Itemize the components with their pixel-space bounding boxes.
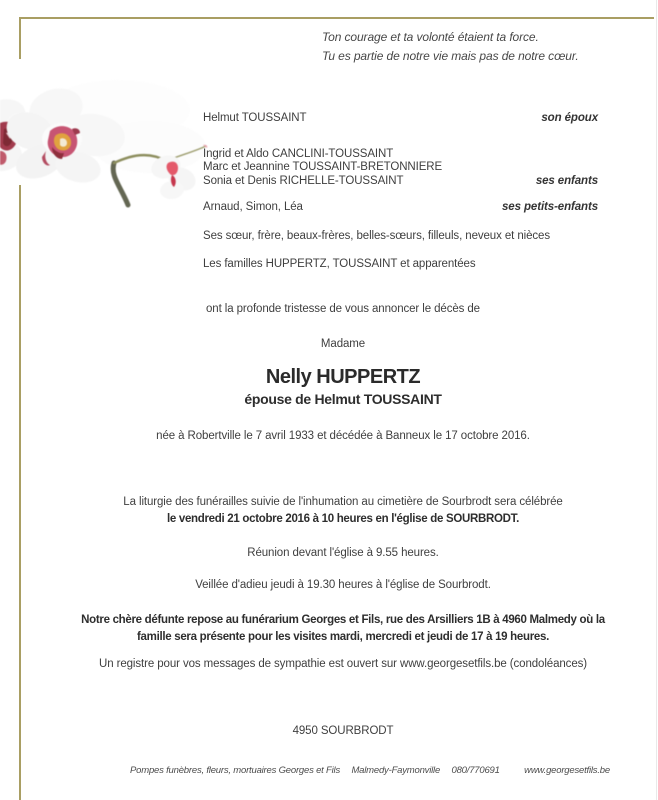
- city-line: 4950 SOURBRODT: [292, 725, 394, 737]
- repose-line-1: Notre chère défunte repose au funérarium Georges et Fils, rue des Arsilliers 1B à 4960 Malmedy où la: [81, 614, 605, 626]
- footer-phone: 080/770691: [451, 765, 500, 776]
- register-line: Un registre pour vos messages de sympathie est ouvert sur www.georgesetfils.be (condoléances): [99, 658, 587, 670]
- veillee-line: Veillée d'adieu jeudi à 19.30 heures à l'église de Sourbrodt.: [195, 579, 491, 591]
- frame-border-top: [19, 17, 654, 19]
- footer-business: Pompes funèbres, fleurs, mortuaires Georges et Fils: [130, 765, 341, 776]
- family-row-grandchildren: [203, 201, 598, 215]
- family-row-children: [203, 148, 598, 189]
- family-families-line: Les familles HUPPERTZ, TOUSSAINT et apparentées: [203, 258, 476, 270]
- liturgy-line-2: le vendredi 21 octobre 2016 à 10 heures en l'église de SOURBRODT.: [166, 513, 520, 525]
- family-member-name: Arnaud, Simon, Léa: [203, 201, 303, 213]
- frame-border-left-upper: [19, 17, 21, 59]
- footer-location: Malmedy-Faymonville: [351, 765, 441, 776]
- family-row-families: [203, 258, 598, 272]
- repose-block: [28, 612, 658, 646]
- family-member-name: Marc et Jeannine TOUSSAINT-BRETONNIERE: [203, 161, 443, 173]
- quote-line-2: Tu es partie de notre vie mais pas de notre cœur.: [322, 49, 579, 63]
- family-member-name: Helmut TOUSSAINT: [203, 112, 307, 124]
- deceased-subtitle: épouse de Helmut TOUSSAINT: [244, 391, 442, 407]
- funeral-home-footer: [90, 765, 650, 776]
- repose-line-2: famille sera présente pour les visites mardi, mercredi et jeudi de 17 à 19 heures.: [137, 631, 549, 643]
- footer-website: www.georgesetfils.be: [524, 765, 610, 776]
- family-row-spouse: [203, 112, 598, 126]
- family-member-name: Sonia et Denis RICHELLE-TOUSSAINT: [203, 174, 404, 187]
- family-row-relatives: [203, 230, 598, 244]
- orchid-photo: [0, 55, 212, 217]
- liturgy-block: [28, 494, 658, 528]
- relation-label-spouse: son époux: [541, 112, 598, 124]
- family-relatives-line: Ses sœur, frère, beaux-frères, belles-sœurs, filleuls, neveux et nièces: [203, 229, 550, 242]
- title-word: Madame: [320, 338, 366, 350]
- relation-label-grandchildren: ses petits-enfants: [502, 201, 598, 213]
- deceased-name: Nelly HUPPERTZ: [265, 366, 421, 388]
- liturgy-line-1: La liturgie des funérailles suivie de l'inhumation au cimetière de Sourbrodt sera célébrée: [123, 496, 563, 508]
- quote-line-1: Ton courage et ta volonté étaient ta force.: [322, 30, 539, 44]
- family-member-name: Ingrid et Aldo CANCLINI-TOUSSAINT: [203, 147, 394, 160]
- announcement-line: ont la profonde tristesse de vous annoncer le décès de: [206, 303, 480, 315]
- family-list: [203, 112, 598, 272]
- relation-label-children: ses enfants: [535, 174, 598, 187]
- life-dates-line: née à Robertville le 7 avril 1933 et décédée à Banneux le 17 octobre 2016.: [156, 430, 530, 442]
- reunion-line: Réunion devant l'église à 9.55 heures.: [247, 547, 439, 559]
- frame-border-left-lower: [19, 185, 21, 800]
- memorial-quote: [322, 28, 579, 66]
